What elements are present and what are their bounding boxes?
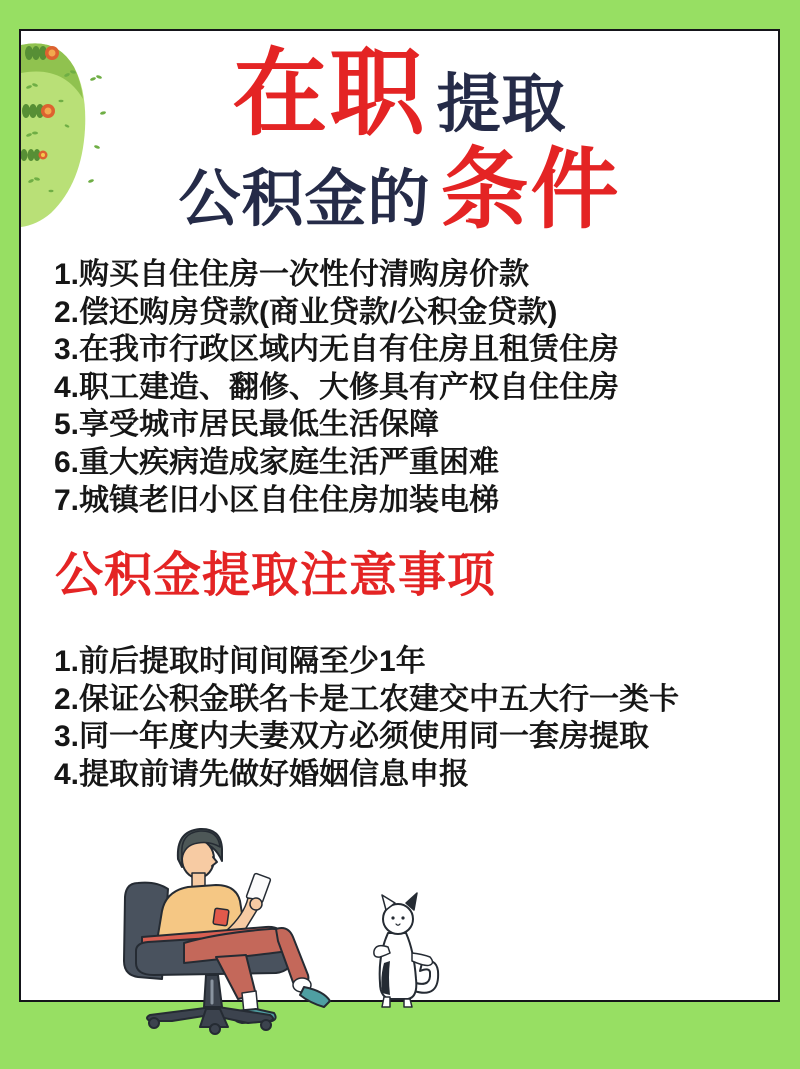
list-item: 3.同一年度内夫妻双方必须使用同一套房提取 <box>54 720 650 754</box>
list-item: 6.重大疾病造成家庭生活严重困难 <box>54 445 500 479</box>
list-item: 2.偿还购房贷款(商业贷款/公积金贷款) <box>54 295 558 329</box>
title-dark-text-1: 提取 <box>436 68 567 140</box>
cat-illustration <box>374 893 438 1007</box>
conditions-list <box>54 256 619 519</box>
title-accent-text-2: 条件 <box>440 140 621 239</box>
notes-heading: 公积金提取注意事项 <box>55 549 497 602</box>
notes-list <box>54 643 679 793</box>
title-line-2 <box>21 140 778 239</box>
list-item: 4.提取前请先做好婚姻信息申报 <box>54 757 470 791</box>
list-item: 2.保证公积金联名卡是工农建交中五大行一类卡 <box>54 682 680 716</box>
poster-title <box>21 41 778 239</box>
list-item: 7.城镇老旧小区自住住房加装电梯 <box>54 483 500 517</box>
title-line-1 <box>21 41 778 147</box>
list-item: 3.在我市行政区域内无自有住房且租赁住房 <box>54 333 620 367</box>
title-dark-text-2: 公积金的 <box>178 165 431 234</box>
title-accent-text-1: 在职 <box>232 41 427 147</box>
list-item: 4.职工建造、翻修、大修具有产权自住住房 <box>54 370 620 404</box>
list-item: 5.享受城市居民最低生活保障 <box>54 408 440 442</box>
list-item: 1.前后提取时间间隔至少1年 <box>54 645 426 678</box>
man-reading-in-chair-illustration <box>78 815 508 1055</box>
list-item: 1.购买自住住房一次性付清购房价款 <box>54 258 530 291</box>
